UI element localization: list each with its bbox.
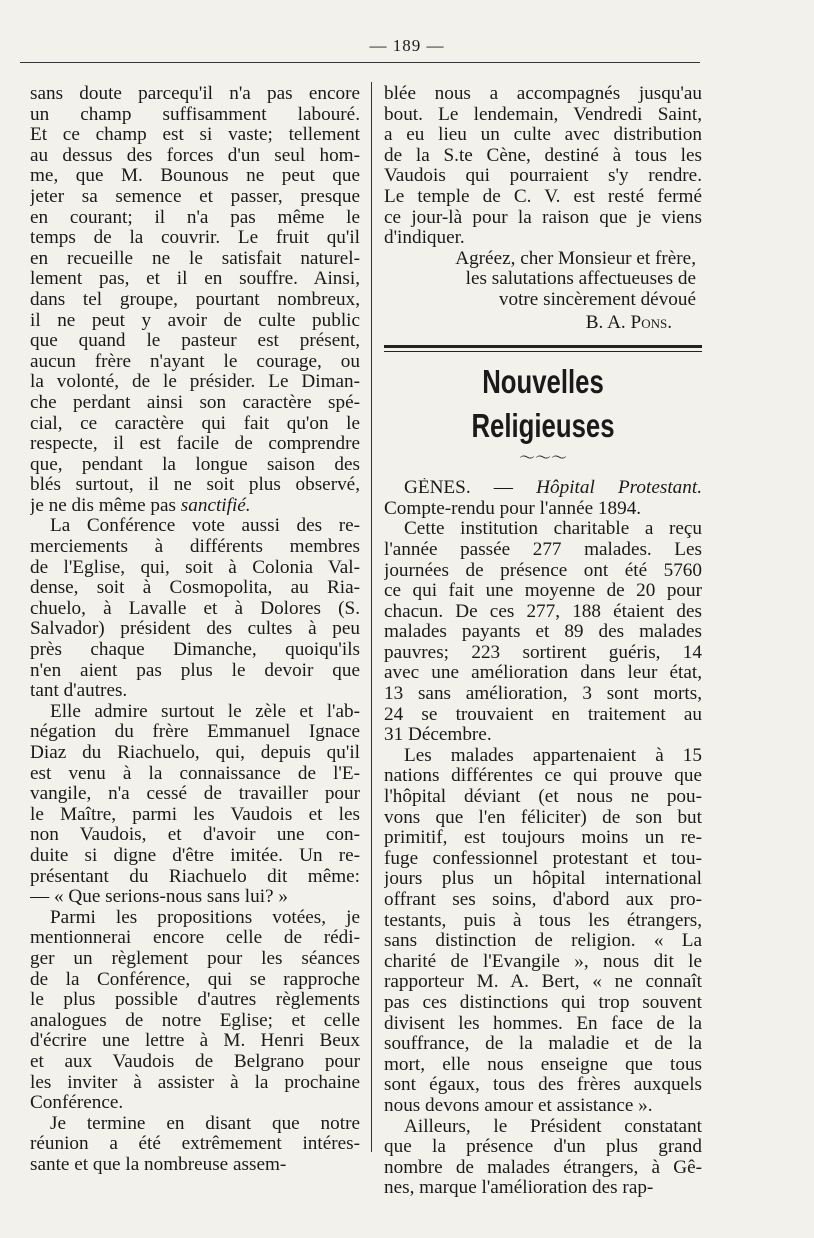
text-line-content: sante et que la nombreuse assem- <box>30 1154 287 1175</box>
text-line <box>30 1093 360 1114</box>
text-line-content: que quand le pasteur est présent, <box>30 331 360 352</box>
text-line-content: mort, elle nous enseigne que tous <box>384 1054 702 1075</box>
text-line-content: est venu à la connaissance de l'E- <box>30 763 360 784</box>
text-line-content: lement pas, et il en souffre. Ainsi, <box>30 269 360 290</box>
text-line <box>384 725 702 746</box>
text-line <box>384 105 702 126</box>
text-line <box>384 1117 702 1138</box>
text-line-content: ce qui fait une moyenne de 20 pour <box>384 581 702 602</box>
text-line-content: négation du frère Emmanuel Ignace <box>30 722 360 743</box>
text-line <box>30 125 360 146</box>
text-line-content: les inviter à assister à la prochaine <box>30 1072 360 1093</box>
text-line <box>30 434 360 455</box>
text-line <box>30 208 360 229</box>
text-line <box>384 643 702 664</box>
text-line-content: mentionnerai encore celle de rédi- <box>30 928 360 949</box>
text-line-content: pauvres; 223 sortirent guéris, 14 <box>384 642 702 663</box>
text-line-content: souffrance, de la maladie et de la <box>384 1034 702 1055</box>
text-line <box>30 249 360 270</box>
text-line-content: Agréez, cher Monsieur et frère, <box>455 248 696 269</box>
section-divider <box>384 345 702 352</box>
text-line <box>30 105 360 126</box>
text-line <box>384 84 702 105</box>
text-line-content: malades payants et 89 des malades <box>384 622 702 643</box>
text-line <box>30 372 360 393</box>
text-line <box>384 1096 702 1117</box>
text-line-content: chuelo, à Lavalle et à Dolores (S. <box>30 598 360 619</box>
text-line <box>30 599 360 620</box>
text-line <box>30 846 360 867</box>
text-line-content: Elle admire surtout le zèle et l'ab- <box>50 701 360 722</box>
text-line-content: Conférence. <box>30 1093 124 1114</box>
text-line-content: journées de présence ont été 5760 <box>384 560 702 581</box>
right-column <box>384 84 702 1199</box>
letter-text <box>384 84 702 249</box>
text-line-content: blés surtout, il ne soit plus observé, <box>30 475 360 496</box>
text-line-content: votre sincèrement dévoué <box>498 289 696 310</box>
text-line <box>384 808 702 829</box>
text-line <box>384 290 702 311</box>
text-line-content: nes, marque l'amélioration des rap- <box>384 1178 654 1199</box>
text-line <box>30 743 360 764</box>
text-line <box>384 249 702 270</box>
ornament: 〜〜〜 <box>518 450 567 468</box>
text-line <box>384 146 702 167</box>
text-line <box>30 928 360 949</box>
text-line <box>30 578 360 599</box>
text-line-content: divisent les hommes. En face de la <box>384 1013 702 1034</box>
text-line-content: au dessus des forces d'un seul hom- <box>30 145 360 166</box>
text-line <box>30 311 360 332</box>
text-line <box>30 1011 360 1032</box>
text-line-content: analogues de notre Eglise; et celle <box>30 1010 360 1031</box>
text-line-content: blée nous a accompagnés jusqu'au <box>384 84 702 104</box>
text-line-content: me, que M. Bounous ne peut que <box>30 166 360 187</box>
text-line <box>30 970 360 991</box>
text-line <box>30 908 360 929</box>
left-column <box>30 84 360 1175</box>
text-line-content: Salvador) président des cultes à peu <box>30 619 360 640</box>
text-line-content: merciements à différents membres <box>30 537 360 558</box>
news-text <box>384 499 702 1199</box>
text-line-content: avec une amélioration dans leur état, <box>384 663 702 684</box>
text-line-content: offrant ses soins, d'abord aux pro- <box>384 890 702 910</box>
text-line <box>30 187 360 208</box>
text-line <box>384 1014 702 1035</box>
text-line <box>384 166 702 187</box>
text-line <box>384 663 702 684</box>
text-line-content: la volonté, de le présider. Le Diman- <box>30 372 360 393</box>
text-line-content: près chaque Dimanche, quoiqu'ils <box>30 640 360 661</box>
text-line-content: que la présence d'un plus grand <box>384 1137 702 1158</box>
text-line-content: le Maître, parmi les Vaudois et les <box>30 804 360 825</box>
text-line <box>384 561 702 582</box>
text-line-content: cial, ce caractère qui fait qu'on le <box>30 413 360 434</box>
text-line <box>30 537 360 558</box>
section-title: Nouvelles Religieuses <box>471 363 615 445</box>
text-line <box>30 619 360 640</box>
text-line <box>384 622 702 643</box>
text-line-content: 13 sans amélioration, 3 sont morts, <box>384 684 702 705</box>
text-line-content: a eu lieu un culte avec distribution <box>384 125 702 146</box>
text-line-content: rapporteur M. A. Bert, « ne connaît <box>384 972 702 993</box>
header-rule <box>20 62 700 63</box>
text-line <box>384 187 702 208</box>
text-line-content: Vaudois qui pourraient s'y rendre. <box>384 166 702 187</box>
text-line-content: il ne peut y avoir de culte public <box>30 310 360 331</box>
text-line <box>30 661 360 682</box>
text-line-content: l'année passée 277 malades. Les <box>384 539 702 560</box>
text-line-content: le plus possible d'autres règlements <box>30 990 360 1011</box>
text-line <box>384 972 702 993</box>
text-line-content: nous devons amour et assistance ». <box>384 1095 653 1116</box>
text-line-content: d'indiquer. <box>384 228 465 249</box>
text-line <box>384 519 702 540</box>
text-line-content: Le temple de C. V. est resté fermé <box>384 186 702 207</box>
text-line <box>384 581 702 602</box>
text-line <box>384 849 702 870</box>
text-line-content: dans tel groupe, pourtant nombreux, <box>30 289 360 310</box>
text-line-content: Diaz du Riachuelo, qui, depuis qu'il <box>30 743 360 763</box>
text-line <box>30 290 360 311</box>
text-line-content: de la S.te Cène, destiné à tous les <box>384 145 702 166</box>
text-line <box>384 993 702 1014</box>
text-line <box>30 352 360 373</box>
text-line-content: vons que l'en féliciter) de son but <box>384 807 702 828</box>
text-line <box>30 331 360 352</box>
text-line <box>30 949 360 970</box>
text-line-content: Et ce champ est si vaste; tellement <box>30 125 360 146</box>
text-line-content: La Conférence vote aussi des re- <box>50 516 360 537</box>
text-line-content: testants, puis à tous les étrangers, <box>384 910 702 931</box>
text-line <box>30 269 360 290</box>
text-line <box>30 166 360 187</box>
text-line <box>30 414 360 435</box>
text-line <box>30 1052 360 1073</box>
text-line <box>30 1073 360 1094</box>
text-line <box>30 228 360 249</box>
text-line-content: duite si digne d'être imitée. Un re- <box>30 845 360 866</box>
text-line <box>384 228 702 249</box>
text-line <box>30 722 360 743</box>
text-line <box>30 825 360 846</box>
text-line-content: pas ces distinctions qui trop souvent <box>384 992 702 1013</box>
text-line <box>384 1137 702 1158</box>
text-line-content: en courant; il n'a pas même le <box>30 207 360 228</box>
text-line-content: — « Que serions-nous sans lui? » <box>30 887 288 908</box>
text-line <box>384 828 702 849</box>
text-line-content: d'écrire une lettre à M. Henri Beux <box>30 1031 360 1052</box>
text-line <box>30 1114 360 1135</box>
text-line <box>30 764 360 785</box>
text-line-content: 31 Décembre. <box>384 725 492 746</box>
text-line-content: présentant du Riachuelo dit même: <box>30 866 360 887</box>
text-line-content: chacun. De ces 277, 188 étaient des <box>384 601 702 622</box>
text-line-content: aucun frère n'ayant le courage, ou <box>30 351 360 372</box>
text-line-content: dense, soit à Cosmopolita, au Ria- <box>30 578 360 599</box>
text-line <box>384 125 702 146</box>
text-line <box>384 1075 702 1096</box>
text-line <box>384 890 702 911</box>
text-line <box>384 540 702 561</box>
text-line-content: je ne dis même pas <box>30 495 176 516</box>
text-line <box>30 475 360 496</box>
text-line-content: 24 se trouvaient en traitement au <box>384 704 702 725</box>
text-line <box>384 684 702 705</box>
signature: B. A. Pons. <box>585 311 672 333</box>
text-line <box>384 499 702 520</box>
text-line <box>384 1034 702 1055</box>
text-line <box>30 990 360 1011</box>
text-line <box>30 887 360 908</box>
text-line-content: charité de l'Evangile », nous dit le <box>384 951 702 972</box>
text-line-content: l'hôpital déviant (et nous ne pou- <box>384 787 702 808</box>
text-line <box>384 1158 702 1179</box>
text-line <box>30 1155 360 1176</box>
text-line-content: non Vaudois, et d'avoir une con- <box>30 825 360 846</box>
text-line-content: Compte-rendu pour l'année 1894. <box>384 498 642 519</box>
text-line-content: ce jour-là pour la raison que je viens <box>384 207 702 228</box>
text-line <box>30 516 360 537</box>
text-line <box>384 911 702 932</box>
text-line <box>30 640 360 661</box>
text-line <box>30 146 360 167</box>
text-line <box>384 746 702 767</box>
text-line-content: Cette institution charitable a reçu <box>404 519 702 540</box>
text-line-content: en recueille ne le satisfait naturel- <box>30 248 360 269</box>
text-line-content: vangile, n'a cessé de travailler pour <box>30 784 360 805</box>
news-city: GÈNES. — <box>404 478 513 499</box>
text-line-content: les salutations affectueuses de <box>465 269 696 290</box>
text-line-content: Je termine en disant que notre <box>50 1113 360 1134</box>
text-line <box>384 602 702 623</box>
text-line-content: sans distinction de religion. « La <box>384 931 702 952</box>
text-line-content: jeter sa semence et passer, presque <box>30 186 360 207</box>
text-line-content: sans doute parcequ'il n'a pas encore <box>30 84 360 104</box>
news-lead-line <box>384 478 702 499</box>
text-line-content: Les malades appartenaient à 15 <box>404 745 702 766</box>
text-line-content: n'en aient pas plus le devoir que <box>30 660 360 681</box>
text-line <box>384 269 702 290</box>
text-line <box>30 805 360 826</box>
text-line <box>30 1031 360 1052</box>
text-line <box>30 1134 360 1155</box>
text-line <box>384 952 702 973</box>
text-line-content: Parmi les propositions votées, je <box>50 907 360 928</box>
text-line <box>30 702 360 723</box>
text-line <box>30 681 360 702</box>
text-line-content: sont égaux, tous des frères auxquels <box>384 1075 702 1096</box>
text-line-content: ger un règlement pour les séances <box>30 948 360 969</box>
text-line <box>384 766 702 787</box>
text-line <box>384 1178 702 1199</box>
text-line <box>30 496 360 517</box>
text-line <box>30 867 360 888</box>
text-line-content: che perdant ainsi son caractère spé- <box>30 392 360 413</box>
text-line <box>30 455 360 476</box>
text-line-content: tant d'autres. <box>30 681 128 702</box>
text-line <box>384 705 702 726</box>
text-line-content: de la Conférence, qui se rapproche <box>30 969 360 990</box>
text-line <box>30 784 360 805</box>
text-line-content: un champ suffisamment labouré. <box>30 104 360 125</box>
text-line-content: bout. Le lendemain, Vendredi Saint, <box>384 104 702 125</box>
text-line-content: de l'Eglise, qui, soit à Colonia Val- <box>30 557 360 578</box>
text-line <box>384 208 702 229</box>
text-line-content: jours plus un hôpital international <box>384 869 702 890</box>
column-divider <box>371 82 372 1152</box>
text-line-content: fuge confessionnel protestant et tou- <box>384 848 702 869</box>
text-line-content: réunion a été extrêmement intéres- <box>30 1134 360 1155</box>
letter-signoff <box>384 249 702 311</box>
text-line-content: nombre de malades étrangers, à Gê- <box>384 1157 702 1178</box>
text-line <box>384 1055 702 1076</box>
text-line <box>384 787 702 808</box>
text-line <box>30 84 360 105</box>
text-line-content: et aux Vaudois de Belgrano pour <box>30 1051 360 1072</box>
text-line-content: que, pendant la longue saison des <box>30 454 360 475</box>
text-line <box>30 558 360 579</box>
text-line-content: primitif, est toujours moins un re- <box>384 828 702 849</box>
text-line <box>384 869 702 890</box>
text-line-content: temps de la couvrir. Le fruit qu'il <box>30 228 360 249</box>
text-line-content: respecte, il est facile de comprendre <box>30 434 360 455</box>
page-number: — 189 — <box>369 36 445 55</box>
text-line-content: nations différentes ce qui prouve que <box>384 766 702 787</box>
news-heading: Hôpital Protestant. <box>536 478 702 499</box>
text-line <box>30 393 360 414</box>
text-line <box>384 931 702 952</box>
emphasis-word: sanctifié. <box>176 495 251 516</box>
text-line-content: Ailleurs, le Président constatant <box>404 1116 702 1137</box>
